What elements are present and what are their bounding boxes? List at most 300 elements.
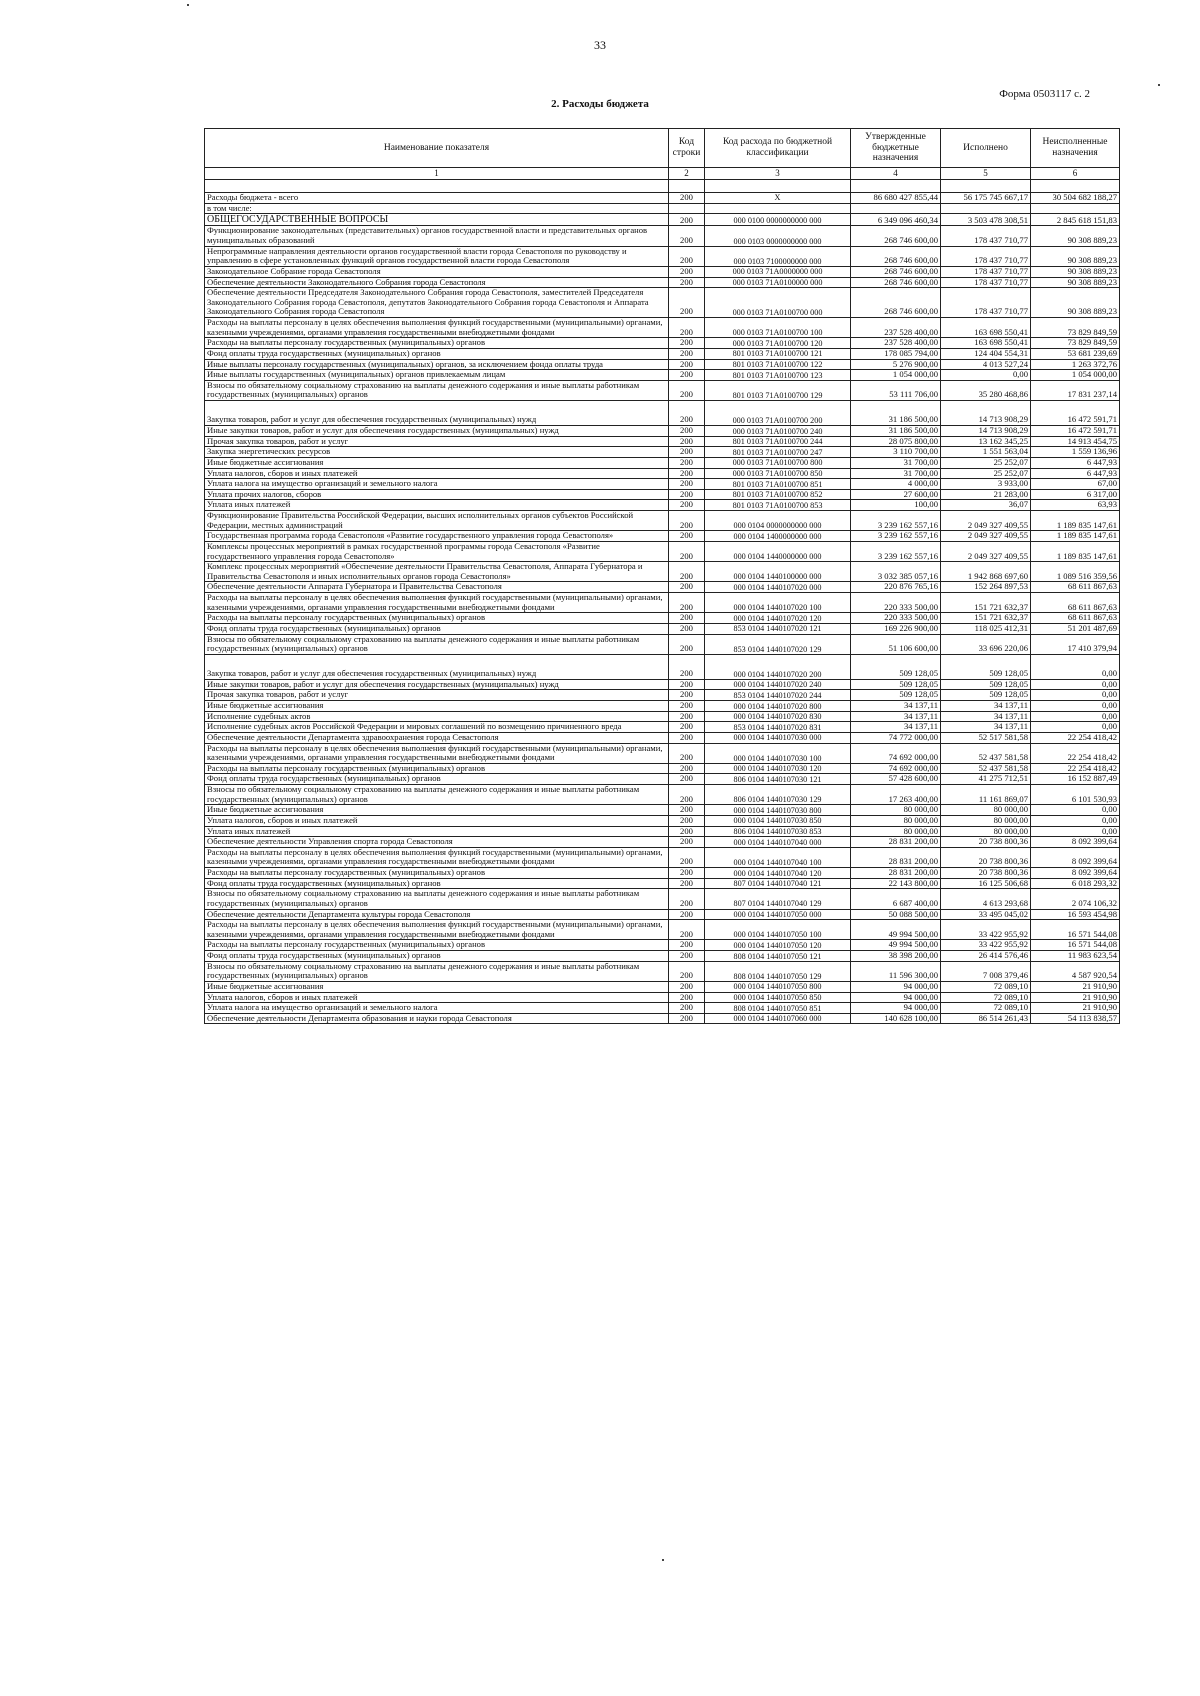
form-code: Форма 0503117 с. 2 [999, 88, 1090, 100]
cell-approved: 3 239 162 557,16 [851, 541, 941, 561]
cell-approved: 3 032 385 057,16 [851, 562, 941, 582]
expenses-table [204, 128, 1120, 1024]
column-number: 6 [1031, 168, 1120, 180]
cell-budget-code: 000 0104 1440107030 100 [705, 743, 851, 763]
cell-remaining: 0,00 [1031, 711, 1120, 722]
cell-name: Исполнение судебных актов [205, 711, 669, 722]
cell-remaining: 16 472 591,71 [1031, 401, 1120, 426]
cell-remaining: 90 308 889,23 [1031, 246, 1120, 266]
cell-executed: 20 738 800,36 [941, 868, 1031, 879]
cell-executed: 2 049 327 409,55 [941, 541, 1031, 561]
cell-approved: 27 600,00 [851, 489, 941, 500]
table-row [205, 457, 1120, 468]
cell-budget-code: 801 0103 71А0100700 853 [705, 500, 851, 511]
cell-line-code: 200 [669, 468, 705, 479]
cell-name: Иные выплаты персоналу государственных (муниципальных) органов, за исключением фонда оплаты труда [205, 359, 669, 370]
cell-line-code: 200 [669, 1013, 705, 1024]
cell-remaining: 1 054 000,00 [1031, 370, 1120, 381]
cell-approved: 94 000,00 [851, 1003, 941, 1014]
table-row [205, 380, 1120, 400]
table-row [205, 951, 1120, 962]
cell-approved: 140 628 100,00 [851, 1013, 941, 1024]
cell-budget-code: 000 0104 1440107060 000 [705, 1013, 851, 1024]
cell-name: Расходы на выплаты персоналу государственных (муниципальных) органов [205, 613, 669, 624]
cell-remaining: 54 113 838,57 [1031, 1013, 1120, 1024]
cell-name: Обеспечение деятельности Управления спорта города Севастополя [205, 837, 669, 848]
cell-name: Фонд оплаты труда государственных (муниципальных) органов [205, 623, 669, 634]
cell-budget-code: 000 0103 71А0100700 100 [705, 318, 851, 338]
cell-name: Комплекс процессных мероприятий «Обеспечение деятельности Правительства Севастополя, Аппарата Губернатора и Правительства Севастополя и иных исполнительных органов города Севастополя» [205, 562, 669, 582]
cell-executed: 20 738 800,36 [941, 847, 1031, 867]
cell-name: ОБЩЕГОСУДАРСТВЕННЫЕ ВОПРОСЫ [205, 214, 669, 226]
cell-executed: 41 275 712,51 [941, 774, 1031, 785]
cell-executed: 4 013 527,24 [941, 359, 1031, 370]
cell-line-code: 200 [669, 457, 705, 468]
column-number: 1 [205, 168, 669, 180]
table-row [205, 436, 1120, 447]
cell-remaining [1031, 203, 1120, 214]
cell-budget-code: 000 0104 1440107020 100 [705, 593, 851, 613]
cell-budget-code: 808 0104 1440107050 129 [705, 961, 851, 981]
cell-name: Взносы по обязательному социальному страхованию на выплаты денежного содержания и иные выплаты работникам государственных (муниципальных) органов [205, 785, 669, 805]
cell-budget-code: 000 0103 71А0000000 000 [705, 266, 851, 277]
cell-name: Иные закупки товаров, работ и услуг для обеспечения государственных (муниципальных) нужд [205, 679, 669, 690]
cell-name: Расходы на выплаты персоналу в целях обеспечения выполнения функций государственными (муниципальными) органами, казенными учреждениями, органами управления государственными внебюджетными фондами [205, 743, 669, 763]
cell-budget-code [705, 203, 851, 214]
cell-budget-code: 000 0104 1440107050 120 [705, 940, 851, 951]
cell-approved: 28 831 200,00 [851, 837, 941, 848]
cell-executed: 14 713 908,29 [941, 401, 1031, 426]
table-row [205, 193, 1120, 204]
cell-executed: 86 514 261,43 [941, 1013, 1031, 1024]
cell-approved: 94 000,00 [851, 992, 941, 1003]
table-row [205, 743, 1120, 763]
cell-remaining: 16 152 887,49 [1031, 774, 1120, 785]
cell-name: Исполнение судебных актов Российской Федерации и мировых соглашений по возмещению причиненного вреда [205, 722, 669, 733]
cell-line-code: 200 [669, 226, 705, 246]
scan-speck [1158, 84, 1160, 86]
table-row [205, 246, 1120, 266]
table-row [205, 479, 1120, 490]
cell-name: Расходы на выплаты персоналу в целях обеспечения выполнения функций государственными (муниципальными) органами, казенными учреждениями, органами управления государственными внебюджетными фондами [205, 847, 669, 867]
cell-remaining: 53 681 239,69 [1031, 348, 1120, 359]
cell-remaining: 2 845 618 151,83 [1031, 214, 1120, 226]
cell-executed: 26 414 576,46 [941, 951, 1031, 962]
cell-name: Обеспечение деятельности Аппарата Губернатора и Правительства Севастополя [205, 582, 669, 593]
cell-approved: 34 137,11 [851, 722, 941, 733]
cell-name: Взносы по обязательному социальному страхованию на выплаты денежного содержания и иные выплаты работникам государственных (муниципальных) органов [205, 634, 669, 654]
cell-budget-code: 000 0104 1440000000 000 [705, 541, 851, 561]
cell-budget-code: 000 0104 1440107020 830 [705, 711, 851, 722]
scan-speck [187, 4, 189, 6]
table-row [205, 909, 1120, 920]
cell-name: Иные выплаты государственных (муниципальных) органов привлекаемым лицам [205, 370, 669, 381]
table-row [205, 889, 1120, 909]
cell-name: Прочая закупка товаров, работ и услуг [205, 690, 669, 701]
column-number: 3 [705, 168, 851, 180]
cell-name: Расходы на выплаты персоналу государственных (муниципальных) органов [205, 763, 669, 774]
cell-budget-code: 000 0103 71А0100700 000 [705, 288, 851, 318]
cell-executed: 124 404 554,31 [941, 348, 1031, 359]
table-row [205, 826, 1120, 837]
table-row [205, 500, 1120, 511]
cell-executed: 34 137,11 [941, 701, 1031, 712]
cell-budget-code: 806 0104 1440107030 121 [705, 774, 851, 785]
cell-budget-code: 000 0103 71А0100700 850 [705, 468, 851, 479]
cell-approved: 49 994 500,00 [851, 940, 941, 951]
table-row [205, 722, 1120, 733]
cell-budget-code: 000 0104 0000000000 000 [705, 511, 851, 531]
cell-budget-code: 000 0104 1440107020 800 [705, 701, 851, 712]
cell-executed: 151 721 632,37 [941, 613, 1031, 624]
table-row [205, 732, 1120, 743]
cell-approved: 509 128,05 [851, 690, 941, 701]
table-row [205, 961, 1120, 981]
cell-remaining: 6 018 293,32 [1031, 878, 1120, 889]
table-row [205, 711, 1120, 722]
cell-budget-code: 801 0103 71А0100700 852 [705, 489, 851, 500]
cell-remaining: 16 571 544,08 [1031, 920, 1120, 940]
cell-budget-code: 000 0103 71А0100000 000 [705, 277, 851, 288]
cell-name: Фонд оплаты труда государственных (муниципальных) органов [205, 348, 669, 359]
cell-executed [941, 203, 1031, 214]
cell-approved: 80 000,00 [851, 815, 941, 826]
cell-approved: 6 687 400,00 [851, 889, 941, 909]
cell-executed: 14 713 908,29 [941, 426, 1031, 437]
table-row [205, 214, 1120, 226]
cell-line-code: 200 [669, 447, 705, 458]
cell-executed: 118 025 412,31 [941, 623, 1031, 634]
cell-approved: 237 528 400,00 [851, 318, 941, 338]
cell-remaining: 51 201 487,69 [1031, 623, 1120, 634]
cell-approved: 237 528 400,00 [851, 338, 941, 349]
table-row [205, 338, 1120, 349]
cell-remaining: 16 571 544,08 [1031, 940, 1120, 951]
table-column-numbers-row [205, 168, 1120, 180]
cell-line-code: 200 [669, 531, 705, 542]
cell-line-code: 200 [669, 992, 705, 1003]
table-row [205, 654, 1120, 679]
table-row [205, 634, 1120, 654]
table-row [205, 992, 1120, 1003]
cell-remaining: 8 092 399,64 [1031, 847, 1120, 867]
header-remaining: Неисполненные назначения [1031, 129, 1120, 168]
cell-approved: 1 054 000,00 [851, 370, 941, 381]
table-row [205, 593, 1120, 613]
cell-line-code: 200 [669, 489, 705, 500]
cell-approved: 22 143 800,00 [851, 878, 941, 889]
cell-name: Обеспечение деятельности Департамента культуры города Севастополя [205, 909, 669, 920]
cell-line-code: 200 [669, 679, 705, 690]
table-row [205, 690, 1120, 701]
cell-approved: 53 111 706,00 [851, 380, 941, 400]
cell-budget-code: 000 0103 7100000000 000 [705, 246, 851, 266]
cell-remaining: 22 254 418,42 [1031, 732, 1120, 743]
cell-remaining: 2 074 106,32 [1031, 889, 1120, 909]
cell-approved: 268 746 600,00 [851, 277, 941, 288]
cell-approved: 74 772 000,00 [851, 732, 941, 743]
table-row [205, 679, 1120, 690]
cell-approved: 509 128,05 [851, 679, 941, 690]
cell-name: Уплата прочих налогов, сборов [205, 489, 669, 500]
cell-executed: 25 252,07 [941, 468, 1031, 479]
cell-remaining: 63,93 [1031, 500, 1120, 511]
cell-budget-code: 853 0104 1440107020 831 [705, 722, 851, 733]
cell-budget-code: 000 0104 1400000000 000 [705, 531, 851, 542]
table-row [205, 489, 1120, 500]
cell-approved: 17 263 400,00 [851, 785, 941, 805]
header-line-code: Код строки [669, 129, 705, 168]
cell-line-code: 200 [669, 701, 705, 712]
cell-approved: 80 000,00 [851, 826, 941, 837]
cell-executed: 0,00 [941, 370, 1031, 381]
cell-remaining: 1 089 516 359,56 [1031, 562, 1120, 582]
table-row [205, 318, 1120, 338]
table-row [205, 426, 1120, 437]
cell-approved: 74 692 000,00 [851, 763, 941, 774]
cell-line-code: 200 [669, 246, 705, 266]
cell-remaining: 8 092 399,64 [1031, 868, 1120, 879]
cell-approved: 100,00 [851, 500, 941, 511]
table-row [205, 277, 1120, 288]
cell-line-code: 200 [669, 868, 705, 879]
table-row [205, 878, 1120, 889]
cell-executed: 33 696 220,06 [941, 634, 1031, 654]
cell-line-code: 200 [669, 193, 705, 204]
cell-approved: 34 137,11 [851, 711, 941, 722]
table-row [205, 468, 1120, 479]
cell-name: Фонд оплаты труда государственных (муниципальных) органов [205, 951, 669, 962]
cell-budget-code: 801 0103 71А0100700 247 [705, 447, 851, 458]
cell-budget-code: 807 0104 1440107040 121 [705, 878, 851, 889]
cell-approved: 31 186 500,00 [851, 401, 941, 426]
cell-line-code: 200 [669, 847, 705, 867]
table-row [205, 582, 1120, 593]
table-row [205, 359, 1120, 370]
cell-line-code: 200 [669, 981, 705, 992]
table-row [205, 401, 1120, 426]
cell-name: Государственная программа города Севастополя «Развитие государственного управления города Севастополя» [205, 531, 669, 542]
cell-remaining: 21 910,90 [1031, 981, 1120, 992]
table-row [205, 203, 1120, 214]
cell-approved: 220 333 500,00 [851, 593, 941, 613]
cell-line-code: 200 [669, 805, 705, 816]
cell-line-code: 200 [669, 815, 705, 826]
table-row [205, 623, 1120, 634]
cell-executed: 151 721 632,37 [941, 593, 1031, 613]
cell-executed: 4 613 293,68 [941, 889, 1031, 909]
cell-line-code: 200 [669, 909, 705, 920]
cell-line-code: 200 [669, 732, 705, 743]
cell-remaining: 21 910,90 [1031, 992, 1120, 1003]
cell-approved: 28 075 800,00 [851, 436, 941, 447]
cell-executed: 34 137,11 [941, 711, 1031, 722]
cell-line-code: 200 [669, 826, 705, 837]
cell-budget-code: 000 0104 1440107040 120 [705, 868, 851, 879]
table-row [205, 805, 1120, 816]
cell-budget-code: 808 0104 1440107050 121 [705, 951, 851, 962]
table-body [205, 180, 1120, 1024]
cell-line-code: 200 [669, 401, 705, 426]
cell-approved: 268 746 600,00 [851, 288, 941, 318]
cell-executed: 2 049 327 409,55 [941, 511, 1031, 531]
cell-approved: 4 000,00 [851, 479, 941, 490]
cell-approved: 49 994 500,00 [851, 920, 941, 940]
cell-executed: 80 000,00 [941, 826, 1031, 837]
cell-name: Обеспечение деятельности Законодательного Собрания города Севастополя [205, 277, 669, 288]
cell-name: в том числе: [205, 203, 669, 214]
cell-line-code: 200 [669, 318, 705, 338]
cell-name: Иные закупки товаров, работ и услуг для обеспечения государственных (муниципальных) нужд [205, 426, 669, 437]
cell-budget-code: 000 0104 1440107020 200 [705, 654, 851, 679]
cell-approved: 74 692 000,00 [851, 743, 941, 763]
cell-name: Непрограммные направления деятельности органов государственной власти города Севастополя по руководству и управлению в сфере установленных функций органов государственной власти города Севастополя [205, 246, 669, 266]
cell-remaining: 0,00 [1031, 826, 1120, 837]
cell-executed: 20 738 800,36 [941, 837, 1031, 848]
cell-remaining: 6 447,93 [1031, 468, 1120, 479]
cell-line-code: 200 [669, 785, 705, 805]
cell-line-code: 200 [669, 348, 705, 359]
cell-approved: 509 128,05 [851, 654, 941, 679]
cell-name: Расходы на выплаты персоналу государственных (муниципальных) органов [205, 338, 669, 349]
cell-remaining: 90 308 889,23 [1031, 226, 1120, 246]
cell-name: Функционирование Правительства Российской Федерации, высших исполнительных органов субъектов Российской Федерации, местных администраций [205, 511, 669, 531]
cell-name: Фонд оплаты труда государственных (муниципальных) органов [205, 774, 669, 785]
cell-name: Закупка товаров, работ и услуг для обеспечения государственных (муниципальных) нужд [205, 654, 669, 679]
cell-name: Уплата налогов, сборов и иных платежей [205, 815, 669, 826]
cell-line-code: 200 [669, 582, 705, 593]
cell-remaining: 1 263 372,76 [1031, 359, 1120, 370]
table-row [205, 226, 1120, 246]
table-row [205, 266, 1120, 277]
cell-approved: 28 831 200,00 [851, 847, 941, 867]
cell-name: Уплата иных платежей [205, 500, 669, 511]
expenses-table-wrapper [204, 128, 1119, 1024]
cell-name: Закупка энергетических ресурсов [205, 447, 669, 458]
cell-name: Законодательное Собрание города Севастополя [205, 266, 669, 277]
cell-executed: 33 422 955,92 [941, 940, 1031, 951]
cell-executed: 509 128,05 [941, 654, 1031, 679]
cell-approved: 268 746 600,00 [851, 226, 941, 246]
cell-budget-code: 000 0104 1440107050 100 [705, 920, 851, 940]
cell-approved: 50 088 500,00 [851, 909, 941, 920]
cell-remaining: 90 308 889,23 [1031, 277, 1120, 288]
cell-line-code: 200 [669, 654, 705, 679]
cell-remaining: 0,00 [1031, 805, 1120, 816]
cell-remaining: 17 831 237,14 [1031, 380, 1120, 400]
cell-executed: 509 128,05 [941, 679, 1031, 690]
cell-approved: 86 680 427 855,44 [851, 193, 941, 204]
cell-remaining: 67,00 [1031, 479, 1120, 490]
cell-line-code: 200 [669, 541, 705, 561]
cell-name: Закупка товаров, работ и услуг для обеспечения государственных (муниципальных) нужд [205, 401, 669, 426]
cell-line-code: 200 [669, 500, 705, 511]
cell-remaining: 6 317,00 [1031, 489, 1120, 500]
cell-approved: 3 110 700,00 [851, 447, 941, 458]
cell-remaining: 8 092 399,64 [1031, 837, 1120, 848]
cell-line-code: 200 [669, 511, 705, 531]
cell-line-code: 200 [669, 920, 705, 940]
cell-executed: 56 175 745 667,17 [941, 193, 1031, 204]
cell-name: Обеспечение деятельности Департамента образования и науки города Севастополя [205, 1013, 669, 1024]
cell-line-code: 200 [669, 634, 705, 654]
cell-remaining: 16 593 454,98 [1031, 909, 1120, 920]
cell-line-code: 200 [669, 359, 705, 370]
cell-line-code: 200 [669, 266, 705, 277]
cell-executed: 1 551 563,04 [941, 447, 1031, 458]
cell-approved: 34 137,11 [851, 701, 941, 712]
cell-name: Обеспечение деятельности Председателя Законодательного Собрания города Севастополя, заместителей Председателя Законодательного Собрания города Севастополя, депутатов Законодательного Собрания города Севастополя и Аппарата Законодательного Собрания города Севастополя [205, 288, 669, 318]
cell-line-code: 200 [669, 711, 705, 722]
cell-executed: 80 000,00 [941, 815, 1031, 826]
cell-budget-code: 853 0104 1440107020 129 [705, 634, 851, 654]
table-row [205, 562, 1120, 582]
cell-budget-code: 806 0104 1440107030 853 [705, 826, 851, 837]
cell-budget-code: 000 0103 71А0100700 200 [705, 401, 851, 426]
cell-line-code: 200 [669, 288, 705, 318]
cell-name: Уплата налогов, сборов и иных платежей [205, 468, 669, 479]
table-row [205, 288, 1120, 318]
cell-executed: 1 942 868 697,60 [941, 562, 1031, 582]
cell-approved: 51 106 600,00 [851, 634, 941, 654]
cell-name: Взносы по обязательному социальному страхованию на выплаты денежного содержания и иные выплаты работникам государственных (муниципальных) органов [205, 380, 669, 400]
cell-executed: 80 000,00 [941, 805, 1031, 816]
cell-remaining: 90 308 889,23 [1031, 266, 1120, 277]
cell-approved: 28 831 200,00 [851, 868, 941, 879]
cell-remaining: 0,00 [1031, 690, 1120, 701]
cell-budget-code: 000 0103 71А0100700 800 [705, 457, 851, 468]
cell-budget-code: 807 0104 1440107040 129 [705, 889, 851, 909]
table-row [205, 940, 1120, 951]
cell-remaining: 1 189 835 147,61 [1031, 511, 1120, 531]
cell-name: Иные бюджетные ассигнования [205, 701, 669, 712]
column-number: 2 [669, 168, 705, 180]
cell-remaining: 30 504 682 188,27 [1031, 193, 1120, 204]
cell-remaining: 6 101 530,93 [1031, 785, 1120, 805]
cell-line-code: 200 [669, 479, 705, 490]
cell-remaining: 11 983 623,54 [1031, 951, 1120, 962]
cell-approved: 3 239 162 557,16 [851, 531, 941, 542]
table-row [205, 868, 1120, 879]
table-header-row [205, 129, 1120, 168]
cell-executed: 25 252,07 [941, 457, 1031, 468]
cell-budget-code: X [705, 193, 851, 204]
cell-budget-code: 000 0104 1440107030 850 [705, 815, 851, 826]
cell-executed: 178 437 710,77 [941, 288, 1031, 318]
cell-approved: 268 746 600,00 [851, 266, 941, 277]
cell-approved: 94 000,00 [851, 981, 941, 992]
cell-budget-code: 000 0104 1440107030 000 [705, 732, 851, 743]
cell-budget-code: 000 0104 1440107030 120 [705, 763, 851, 774]
cell-line-code: 200 [669, 889, 705, 909]
cell-name: Иные бюджетные ассигнования [205, 805, 669, 816]
cell-name: Уплата налога на имущество организаций и земельного налога [205, 1003, 669, 1014]
table-row [205, 531, 1120, 542]
table-row [205, 763, 1120, 774]
cell-budget-code: 000 0104 1440107020 000 [705, 582, 851, 593]
cell-remaining: 73 829 849,59 [1031, 338, 1120, 349]
cell-budget-code: 000 0104 1440107050 850 [705, 992, 851, 1003]
cell-remaining: 16 472 591,71 [1031, 426, 1120, 437]
table-row [205, 541, 1120, 561]
table-row [205, 613, 1120, 624]
cell-line-code: 200 [669, 214, 705, 226]
cell-remaining: 68 611 867,63 [1031, 582, 1120, 593]
cell-line-code: 200 [669, 1003, 705, 1014]
cell-line-code: 200 [669, 623, 705, 634]
cell-name: Прочая закупка товаров, работ и услуг [205, 436, 669, 447]
cell-approved: 31 186 500,00 [851, 426, 941, 437]
